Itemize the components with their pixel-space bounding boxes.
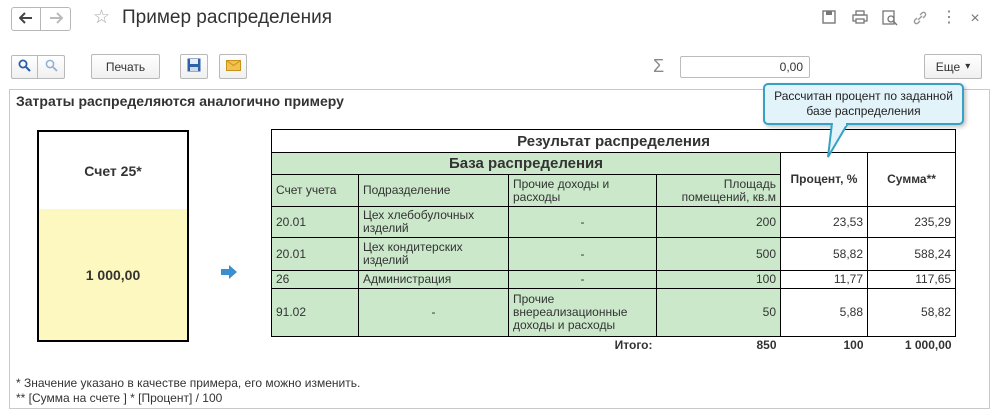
email-button[interactable] — [219, 54, 247, 79]
cell-percent: 5,88 — [781, 289, 868, 337]
window-title: Пример распределения — [122, 7, 333, 28]
search-clear-button[interactable] — [38, 55, 65, 79]
total-label: Итого: — [614, 338, 653, 353]
cell-sum: 588,24 — [868, 238, 956, 271]
account-label: Счет 25* — [37, 130, 189, 210]
sum-field[interactable]: 0,00 — [680, 56, 810, 78]
search-cancel-icon — [45, 59, 58, 75]
save-icon[interactable] — [820, 10, 838, 28]
cell-area: 100 — [657, 271, 781, 289]
cell-area: 500 — [657, 238, 781, 271]
table-row — [272, 271, 956, 289]
cell-area: 200 — [657, 207, 781, 238]
cell-sum: 235,29 — [868, 207, 956, 238]
chevron-down-icon: ▾ — [965, 61, 971, 72]
table-row — [272, 289, 956, 337]
content-heading: Затраты распределяются аналогично примеру — [16, 93, 344, 109]
cell-other: Прочие внереализационные доходы и расходы — [509, 289, 657, 337]
cell-department: - — [359, 289, 509, 337]
cell-percent: 11,77 — [781, 271, 868, 289]
cell-area: 50 — [657, 289, 781, 337]
total-area: 850 — [756, 338, 777, 353]
preview-icon[interactable] — [881, 10, 899, 28]
envelope-icon — [226, 60, 241, 74]
cell-percent: 23,53 — [781, 207, 868, 238]
cell-account: 26 — [272, 271, 359, 289]
arrow-right-icon — [221, 265, 237, 282]
print-button[interactable] — [91, 54, 160, 79]
cell-department: Цех хлебобулочных изделий — [359, 207, 509, 238]
cell-sum: 117,65 — [868, 271, 956, 289]
more-vert-icon[interactable]: ⋮ — [941, 9, 957, 26]
cell-other: - — [509, 238, 657, 271]
cell-account: 20.01 — [272, 238, 359, 271]
close-icon[interactable]: × — [970, 10, 980, 27]
tooltip-tail — [826, 123, 854, 159]
result-table-title: Результат распределения — [272, 130, 956, 153]
cell-department: Администрация — [359, 271, 509, 289]
arrow-right-icon — [49, 11, 63, 28]
tooltip-callout: Рассчитан процент по заданной базе распределения — [763, 83, 964, 125]
sigma-icon: Σ — [653, 56, 665, 76]
back-button[interactable] — [11, 7, 41, 31]
cell-department: Цех кондитерских изделий — [359, 238, 509, 271]
result-table — [271, 129, 956, 355]
arrow-left-icon — [19, 11, 33, 28]
print-icon[interactable] — [851, 10, 869, 28]
print-button-label: Печать — [105, 59, 146, 74]
forward-button[interactable] — [41, 7, 71, 31]
cell-other: - — [509, 271, 657, 289]
cell-other: - — [509, 207, 657, 238]
cell-account: 20.01 — [272, 207, 359, 238]
cell-account: 91.02 — [272, 289, 359, 337]
col-department: Подразделение — [359, 175, 509, 207]
search-icon — [18, 59, 31, 75]
col-other: Прочие доходы и расходы — [509, 175, 657, 207]
col-sum: Сумма** — [868, 153, 956, 207]
star-icon[interactable]: ☆ — [93, 7, 111, 28]
total-row — [272, 337, 956, 355]
save-button[interactable] — [180, 54, 208, 79]
more-button[interactable] — [924, 54, 982, 79]
cell-sum: 58,82 — [868, 289, 956, 337]
col-percent: Процент, % — [781, 153, 868, 207]
account-amount: 1 000,00 — [37, 209, 189, 342]
more-button-label: Еще — [935, 59, 961, 74]
cell-percent: 58,82 — [781, 238, 868, 271]
col-account: Счет учета — [272, 175, 359, 207]
footnote-1: * Значение указано в качестве примера, его можно изменить. — [16, 376, 361, 390]
base-title: База распределения — [272, 153, 781, 175]
total-sum: 1 000,00 — [904, 338, 952, 353]
search-button[interactable] — [11, 55, 38, 79]
total-percent: 100 — [843, 338, 864, 353]
col-area: Площадь помещений, кв.м — [657, 175, 781, 207]
link-icon[interactable] — [911, 10, 929, 28]
table-row — [272, 207, 956, 238]
footnote-2: ** [Сумма на счете ] * [Процент] / 100 — [16, 391, 223, 405]
floppy-icon — [187, 58, 201, 75]
table-row — [272, 238, 956, 271]
